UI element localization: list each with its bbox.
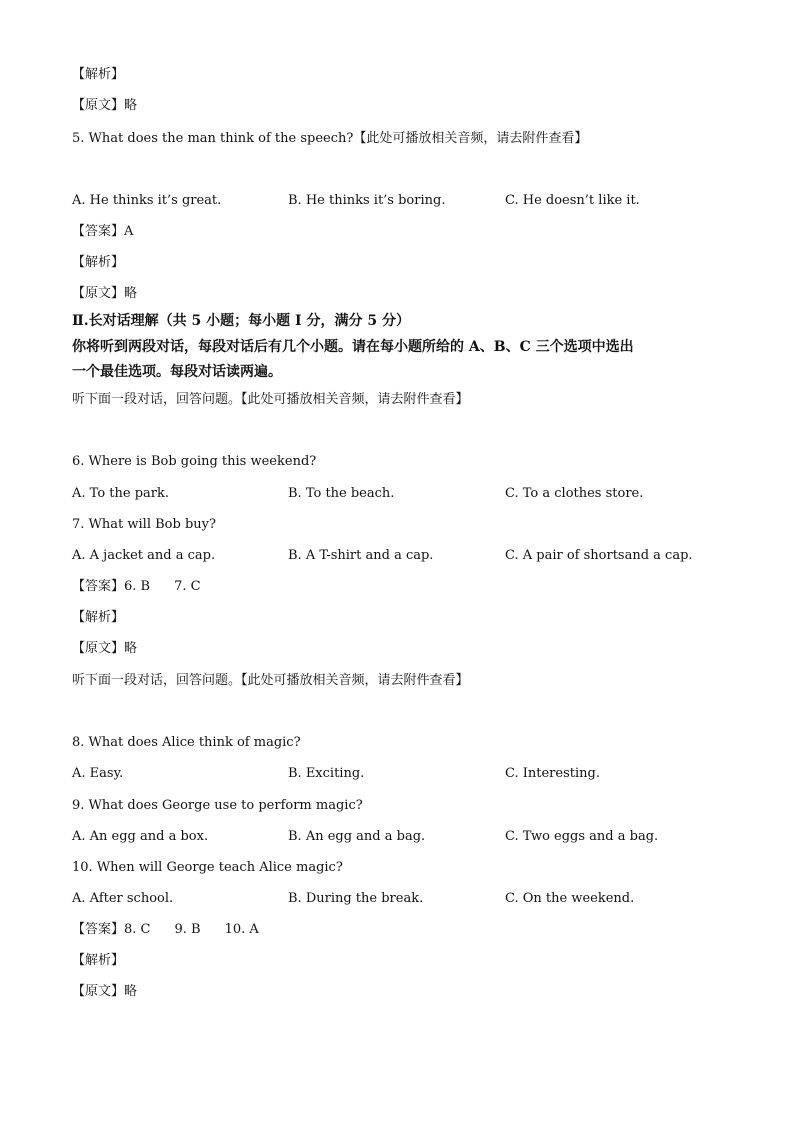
option-b: B. An egg and a bag.: [288, 829, 426, 844]
analysis-label: 【解析】: [72, 610, 125, 625]
original-text-row: 【原文】略: [72, 286, 138, 301]
option-c: C. Two eggs and a bag.: [505, 829, 659, 844]
option-b: B. He thinks it’s boring.: [288, 193, 446, 208]
analysis-label: 【解析】: [72, 953, 125, 968]
option-a: A. He thinks it’s great.: [72, 193, 222, 208]
question-10: 10. When will George teach Alice magic?: [72, 860, 343, 875]
section-title: Ⅱ.长对话理解（共 5 小题；每小题 I 分，满分 5 分）: [72, 313, 410, 329]
question-9: 9. What does George use to perform magic?: [72, 798, 363, 813]
option-a: A. A jacket and a cap.: [72, 548, 216, 563]
question-9-options: [72, 828, 752, 846]
option-a: A. To the park.: [72, 486, 169, 501]
question-5: 5. What does the man think of the speech?【此处可播放相关音频，请去附件查看】: [72, 131, 588, 146]
question-7-options: [72, 547, 752, 565]
original-text-row: 【原文】略: [72, 641, 138, 656]
analysis-label: 【解析】: [72, 255, 125, 270]
listen-prompt-1: 听下面一段对话，回答问题。【此处可播放相关音频，请去附件查看】: [72, 392, 469, 407]
question-10-options: [72, 890, 752, 908]
option-c: C. To a clothes store.: [505, 486, 644, 501]
option-c: C. He doesn’t like it.: [505, 193, 640, 208]
option-c: C. On the weekend.: [505, 891, 635, 906]
section-instructions-2: 一个最佳选项。每段对话读两遍。: [72, 364, 282, 380]
option-b: B. A T-shirt and a cap.: [288, 548, 434, 563]
option-b: B. To the beach.: [288, 486, 395, 501]
section-instructions-1: 你将听到两段对话，每段对话后有几个小题。请在每小题所给的 A、B、C 三个选项中选出: [72, 339, 634, 355]
listen-prompt-2: 听下面一段对话，回答问题。【此处可播放相关音频，请去附件查看】: [72, 673, 469, 688]
option-b: B. Exciting.: [288, 766, 365, 781]
question-5-options: [72, 192, 752, 210]
question-8: 8. What does Alice think of magic?: [72, 735, 301, 750]
answer-row-5: 【答案】A: [72, 224, 134, 239]
option-a: A. An egg and a box.: [72, 829, 209, 844]
original-text-row: 【原文】略: [72, 984, 138, 999]
answer-row-6-7: 【答案】6. B 7. C: [72, 579, 201, 594]
question-6-options: [72, 485, 752, 503]
option-a: A. Easy.: [72, 766, 124, 781]
option-a: A. After school.: [72, 891, 174, 906]
option-c: C. Interesting.: [505, 766, 600, 781]
answer-row-8-10: 【答案】8. C 9. B 10. A: [72, 922, 259, 937]
analysis-label: 【解析】: [72, 67, 125, 82]
option-c: C. A pair of shortsand a cap.: [505, 548, 693, 563]
question-6: 6. Where is Bob going this weekend?: [72, 454, 317, 469]
option-b: B. During the break.: [288, 891, 424, 906]
original-text-row: 【原文】略: [72, 98, 138, 113]
question-7: 7. What will Bob buy?: [72, 517, 216, 532]
question-8-options: [72, 765, 752, 783]
